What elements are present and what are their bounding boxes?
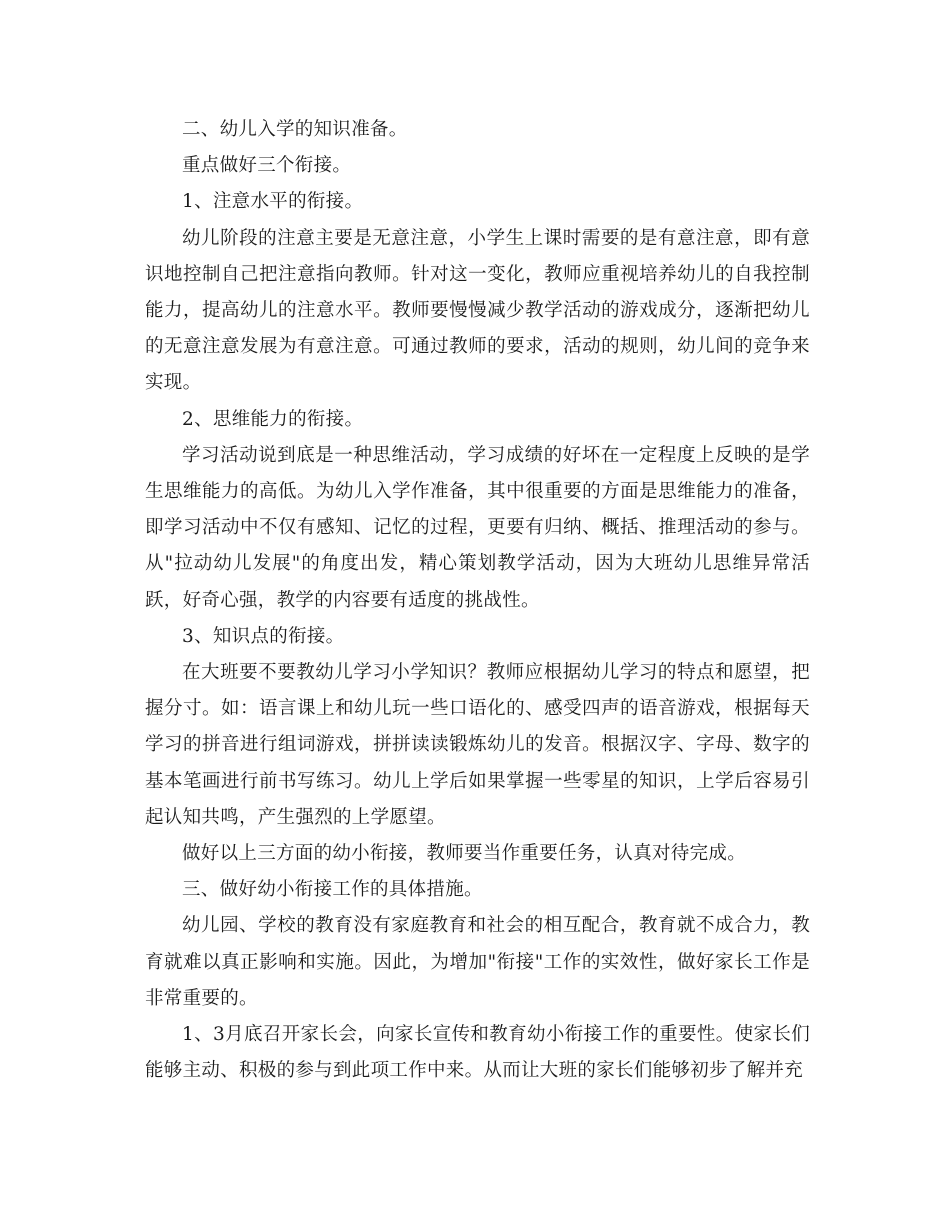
paragraph-parent-meeting: 1、3月底召开家长会，向家长宣传和教育幼小衔接工作的重要性。使家长们能够主动、积极的参与到此项工作中来。从而让大班的家长们能够初步了解并充 (145, 1024, 810, 1082)
subheading-attention: 1、注意水平的衔接。 (182, 191, 364, 213)
paragraph-thinking: 学习活动说到底是一种思维活动，学习成绩的好坏在一定程度上反映的是学生思维能力的高低。为幼儿入学作准备，其中很重要的方面是思维能力的准备，即学习活动中不仅有感知、记忆的过程，更要有归纳、概括、推理活动的参与。从"拉动幼儿发展"的角度出发，精心策划教学活动，因为大班幼儿思维异常活跃，好奇心强，教学的内容要有适度的挑战性。 (145, 444, 810, 611)
paragraph-attention: 幼儿阶段的注意主要是无意注意，小学生上课时需要的是有意注意，即有意识地控制自己把注意指向教师。针对这一变化，教师应重视培养幼儿的自我控制能力，提高幼儿的注意水平。教师要慢慢减少教学活动的游戏成分，逐渐把幼儿的无意注意发展为有意注意。可通过教师的要求，活动的规则，幼儿间的竞争来实现。 (145, 227, 810, 394)
paragraph-knowledge-points: 在大班要不要教幼儿学习小学知识？教师应根据幼儿学习的特点和愿望，把握分寸。如：语言课上和幼儿玩一些口语化的、感受四声的语音游戏，根据每天学习的拼音进行组词游戏，拼拼读读锻炼幼儿的发音。根据汉字、字母、数字的基本笔画进行前书写练习。幼儿上学后如果掌握一些零星的知识，上学后容易引起认知共鸣，产生强烈的上学愿望。 (145, 662, 810, 828)
subheading-thinking: 2、思维能力的衔接。 (182, 408, 364, 430)
document-body (145, 112, 810, 1089)
paragraph-summary: 做好以上三方面的幼小衔接，教师要当作重要任务，认真对待完成。 (182, 843, 747, 865)
paragraph-three-transitions: 重点做好三个衔接。 (182, 155, 352, 177)
section-heading-knowledge-prep: 二、幼儿入学的知识准备。 (182, 119, 408, 140)
paragraph-family-cooperation: 幼儿园、学校的教育没有家庭教育和社会的相互配合，教育就不成合力，教育就难以真正影响和实施。因此，为增加"衔接"工作的实效性，做好家长工作是非常重要的。 (145, 915, 810, 1009)
section-heading-measures: 三、做好幼小衔接工作的具体措施。 (182, 879, 483, 901)
subheading-knowledge-points: 3、知识点的衔接。 (182, 625, 345, 647)
